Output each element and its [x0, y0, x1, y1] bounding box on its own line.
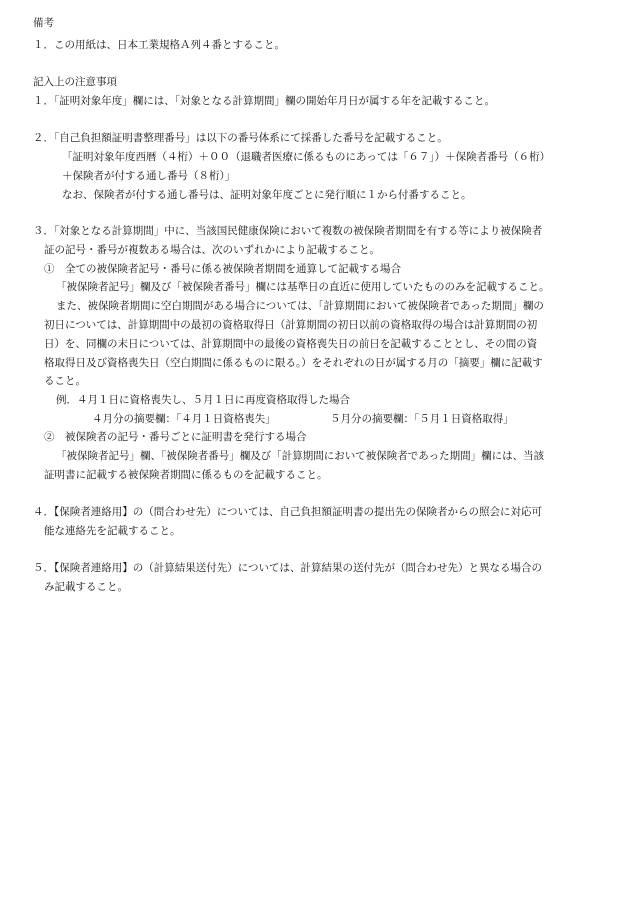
note-5-line-2: み記載すること。 — [44, 581, 128, 593]
note-1: １．「証明対象年度」欄には、「対象となる計算期間」欄の開始年月日が属する年を記載すること。 — [33, 95, 495, 107]
note-3-sub-1-line-3: 初日については、計算期間中の最初の資格取得日（計算期間の初日以前の資格取得の場合は計算期間の初 — [44, 319, 538, 331]
remarks-heading: 備考 — [33, 17, 54, 29]
note-3-line-1: ３．「対象となる計算期間」中に、当該国民健康保険において複数の被保険者期間を有する等により被保険者 — [33, 225, 543, 237]
note-2-line-4: なお、保険者が付する通し番号は、証明対象年度ごとに発行順に１から付番すること。 — [62, 189, 472, 201]
example-line-1: 例．４月１日に資格喪失し、５月１日に再度資格取得した場合 — [56, 394, 350, 406]
note-4-line-1: ４．【保険者連絡用】の（問合わせ先）については、自己負担額証明書の提出先の保険者からの照会に対応可 — [33, 506, 543, 518]
notes-heading: 記入上の注意事項 — [33, 76, 117, 88]
note-2-line-2: 「証明対象年度西暦（４桁）＋００（退職者医療に係るものにあっては「６７」）＋保険者番号（６桁） — [62, 151, 551, 163]
note-3-sub-1-line-5: 格取得日及び資格喪失日（空白期間に係るものに限る。）をそれぞれの日が属する月の「摘要」欄に記載す — [44, 357, 543, 369]
note-3-sub-1-line-2: また、被保険者期間に空白期間がある場合については、「計算期間において被保険者であった期間」欄の — [56, 300, 544, 312]
note-4-line-2: 能な連絡先を記載すること。 — [44, 525, 181, 537]
note-3-sub-2-line-1: 「被保険者記号」欄、「被保険者番号」欄及び「計算期間において被保険者であった期間」欄には、当該 — [56, 450, 545, 462]
example-line-2a: ４月分の摘要欄：「４月１日資格喪失」 — [92, 413, 276, 425]
note-3-sub-2-line-2: 証明書に記載する被保険者期間に係るものを記載すること。 — [44, 469, 328, 481]
example-line-2b: ５月分の摘要欄：「５月１日資格取得」 — [330, 413, 514, 425]
note-5-line-1: ５．【保険者連絡用】の（計算結果送付先）については、計算結果の送付先が（問合わせ先）と異なる場合の — [33, 562, 543, 574]
remarks-item-1: １．この用紙は、日本工業規格Ａ列４番とすること。 — [33, 39, 285, 51]
note-3-sub-1-line-1: 「被保険者記号」欄及び「被保険者番号」欄には基準日の直近に使用していたもののみを記載すること。 — [56, 281, 550, 293]
note-3-sub-2-title: ② 被保険者の記号・番号ごとに証明書を発行する場合 — [44, 431, 307, 443]
note-3-sub-1-title: ① 全ての被保険者記号・番号に係る被保険者期間を通算して記載する場合 — [44, 263, 401, 275]
note-2-line-1: ２．「自己負担額証明書整理番号」は以下の番号体系にて採番した番号を記載すること。 — [33, 132, 448, 144]
note-3-line-2: 証の記号・番号が複数ある場合は、次のいずれかにより記載すること。 — [44, 244, 380, 256]
note-3-sub-1-line-4: 日）を、同欄の末日については、計算期間中の最後の資格喪失日の前日を記載することとし、その間の資 — [44, 338, 538, 350]
note-3-sub-1-line-6: ること。 — [44, 375, 86, 387]
note-2-line-3: ＋保険者が付する通し番号（８桁）」 — [62, 170, 236, 182]
